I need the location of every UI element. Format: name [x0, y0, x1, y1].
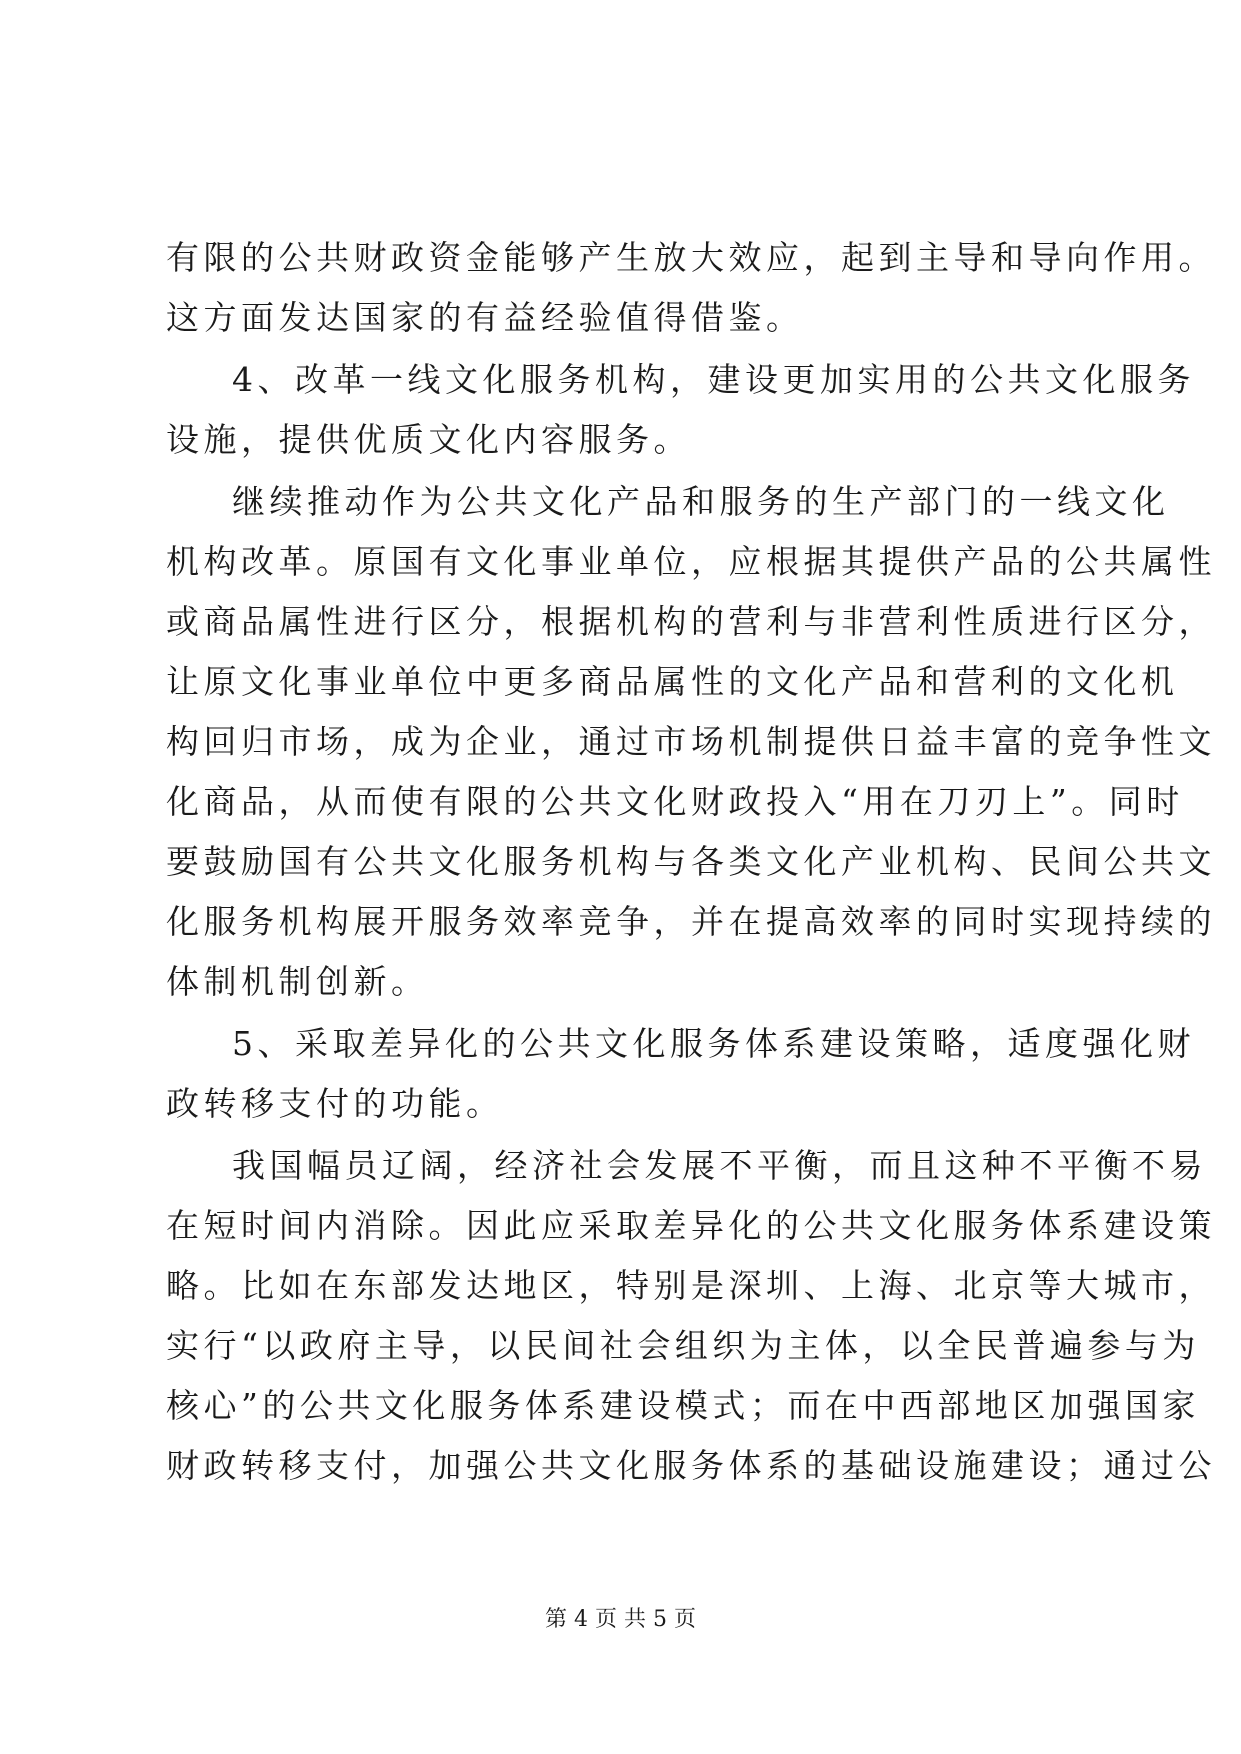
text-line: 在短时间内消除。因此应采取差异化的公共文化服务体系建设策 — [166, 1206, 1216, 1245]
text-line: 要鼓励国有公共文化服务机构与各类文化产业机构、民间公共文 — [166, 842, 1216, 881]
text-line: 财政转移支付，加强公共文化服务体系的基础设施建设；通过公 — [166, 1446, 1216, 1485]
section-heading-4: 4、改革一线文化服务机构，建设更加实用的公共文化服务 — [232, 360, 1195, 399]
text-line: 继续推动作为公共文化产品和服务的生产部门的一线文化 — [232, 482, 1170, 521]
text-line: 体制机制创新。 — [166, 962, 429, 1001]
text-line: 让原文化事业单位中更多商品属性的文化产品和营利的文化机 — [166, 662, 1179, 701]
text-line: 机构改革。原国有文化事业单位，应根据其提供产品的公共属性 — [166, 542, 1216, 581]
text-line: 构回归市场，成为企业，通过市场机制提供日益丰富的竞争性文 — [166, 722, 1216, 761]
text-line: 我国幅员辽阔，经济社会发展不平衡，而且这种不平衡不易 — [232, 1146, 1207, 1185]
section-heading-5: 5、采取差异化的公共文化服务体系建设策略，适度强化财 — [232, 1024, 1195, 1063]
text-line: 有限的公共财政资金能够产生放大效应，起到主导和导向作用。 — [166, 238, 1216, 277]
text-line: 设施，提供优质文化内容服务。 — [166, 420, 691, 459]
page-number-footer: 第 4 页 共 5 页 — [545, 1607, 696, 1632]
text-line: 实行“以政府主导，以民间社会组织为主体，以全民普遍参与为 — [166, 1326, 1200, 1365]
text-line: 化服务机构展开服务效率竞争，并在提高效率的同时实现持续的 — [166, 902, 1216, 941]
text-line: 这方面发达国家的有益经验值得借鉴。 — [166, 298, 804, 337]
text-line: 或商品属性进行区分，根据机构的营利与非营利性质进行区分， — [166, 602, 1216, 641]
text-line: 政转移支付的功能。 — [166, 1084, 504, 1123]
text-line: 核心”的公共文化服务体系建设模式；而在中西部地区加强国家 — [166, 1386, 1200, 1425]
text-line: 略。比如在东部发达地区，特别是深圳、上海、北京等大城市， — [166, 1266, 1216, 1305]
text-line: 化商品，从而使有限的公共文化财政投入“用在刀刃上”。同时 — [166, 782, 1184, 821]
